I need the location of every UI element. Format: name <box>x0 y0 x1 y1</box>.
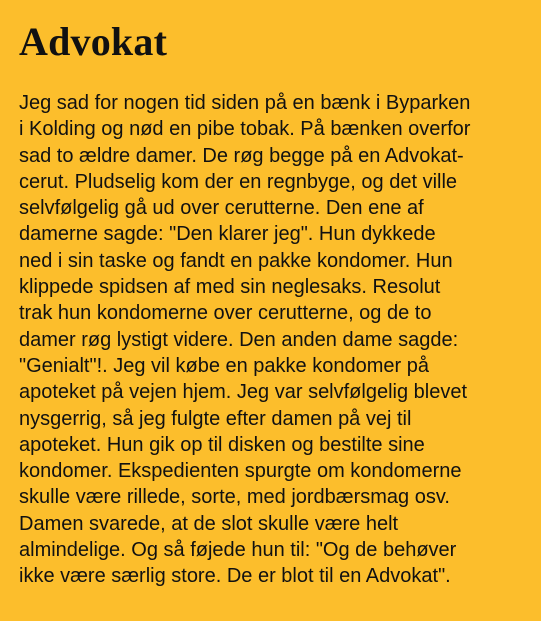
body-line-16: skulle være rillede, sorte, med jordbærsmag osv. <box>19 486 450 509</box>
body-line-10: damer røg lystigt videre. Den anden dame sagde: <box>19 328 459 351</box>
body-line-11: "Genialt"!. Jeg vil købe en pakke kondomer på <box>19 354 429 377</box>
body-line-14: apoteket. Hun gik op til disken og bestilte sine <box>19 433 425 456</box>
body-line-17: Damen svarede, at de slot skulle være helt <box>19 512 399 535</box>
body-line-18: almindelige. Og så føjede hun til: "Og de behøver <box>19 539 457 562</box>
article-body <box>19 90 524 590</box>
body-line-6: damerne sagde: "Den klarer jeg". Hun dykkede <box>19 223 436 246</box>
body-line-19: ikke være særlig store. De er blot til en Advokat". <box>19 565 451 588</box>
body-line-9: trak hun kondomerne over cerutterne, og de to <box>19 302 432 325</box>
body-line-13: nysgerrig, så jeg fulgte efter damen på vej til <box>19 407 412 430</box>
body-line-1: Jeg sad for nogen tid siden på en bænk i Byparken <box>19 92 471 114</box>
body-line-3: sad to ældre damer. De røg begge på en Advokat- <box>19 144 464 167</box>
body-line-12: apoteket på vejen hjem. Jeg var selvfølgelig blevet <box>19 381 468 404</box>
body-line-4: cerut. Pludselig kom der en regnbyge, og det ville <box>19 170 458 193</box>
body-line-8: klippede spidsen af med sin neglesaks. Resolut <box>19 276 441 299</box>
body-line-5: selvfølgelig gå ud over cerutterne. Den ene af <box>19 197 424 220</box>
page-title: Advokat <box>19 19 168 64</box>
body-line-2: i Kolding og nød en pibe tobak. På bænken overfor <box>19 118 471 141</box>
body-line-15: kondomer. Ekspedienten spurgte om kondomerne <box>19 460 462 483</box>
body-line-7: ned i sin taske og fandt en pakke kondomer. Hun <box>19 249 453 272</box>
